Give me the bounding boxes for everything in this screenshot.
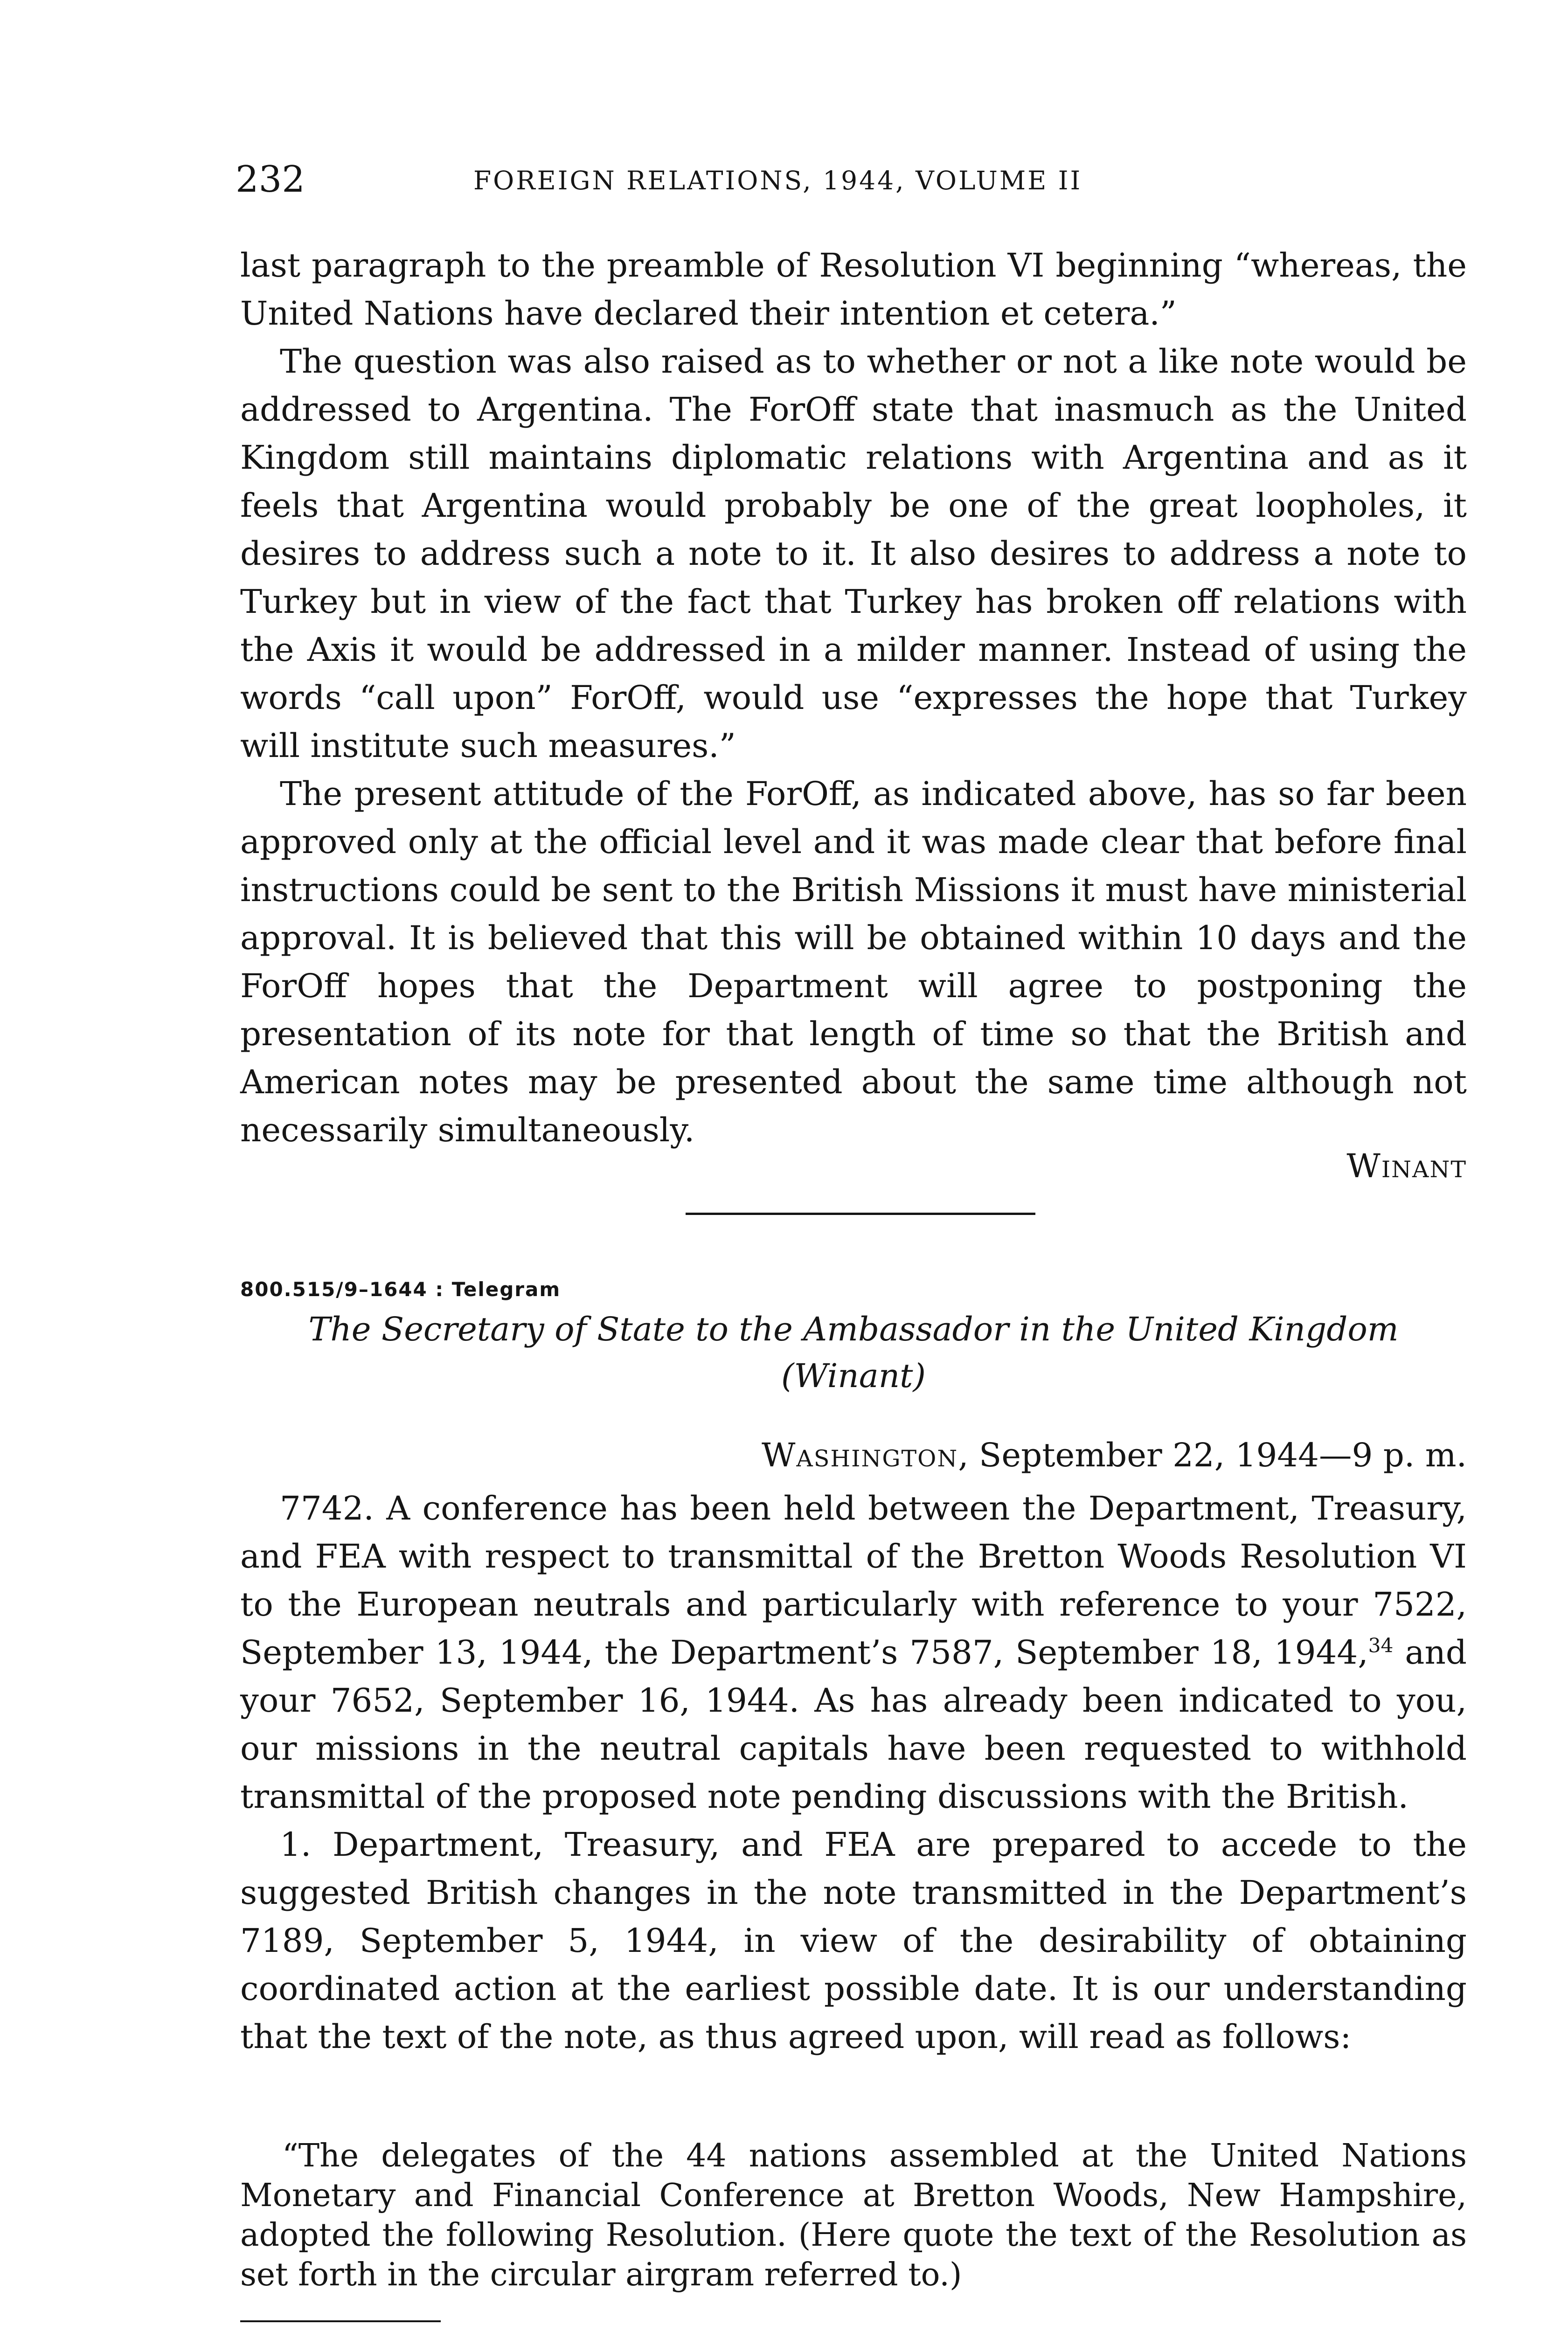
section1-text	[240, 242, 1467, 1154]
telegram-body	[240, 1485, 1467, 2061]
dateline-date: , September 22, 1944—9 p. m.	[958, 1436, 1467, 1474]
document-title-line-2: (Winant)	[781, 1357, 926, 1395]
running-head: FOREIGN RELATIONS, 1944, VOLUME II	[473, 166, 1082, 195]
telegram-paragraph-1-part-1: 7742. A conference has been held between the Department, Treasury, and FEA with respect to transmittal of the Bretton Woods Resolution VI to the European neutrals and particularly with reference to your 7522, September 13, 1944, the Department’s 7587, September 18, 1944,	[240, 1489, 1467, 1672]
signature-block	[240, 1143, 1467, 1189]
section1-paragraph-3: The present attitude of the ForOff, as indicated above, has so far been approved only at the official level and it was made clear that before final instructions could be sent to the British Missions it must have ministerial approval. It is believed that this will be obtained within 10 days and the ForOff hopes that the Department will agree to postponing the presentation of its note for that length of time so that the British and American notes may be presented about the same time although not necessarily simultaneously.	[240, 775, 1467, 1149]
dateline	[240, 1432, 1467, 1478]
quoted-note: “The delegates of the 44 nations assembled at the United Nations Monetary and Financial Conference at Bretton Woods, New Hampshire, adopted the following Resolution. (Here quote the text of the Resolution as set forth in the circular airgram referred to.)	[240, 2138, 1467, 2293]
section-divider	[686, 1213, 1035, 1215]
section1-paragraph-1: last paragraph to the preamble of Resolution VI beginning “whereas, the United Nations have declared their intention et cetera.”	[240, 246, 1467, 333]
telegram-paragraph-1-part-2: and your 7652, September 16, 1944. As has already been indicated to you, our missions in the neutral capitals have been requested to withhold transmittal of the proposed note pending discussions with the British.	[240, 1633, 1467, 1816]
telegram-paragraph-1	[240, 1485, 1467, 1821]
document-title	[240, 1306, 1467, 1399]
document-title-line-1: The Secretary of State to the Ambassador in the United Kingdom	[308, 1310, 1399, 1348]
signature: Winant	[1346, 1147, 1467, 1185]
file-reference: 800.515/9–1644 : Telegram	[240, 1278, 561, 1301]
page-number: 232	[236, 159, 305, 201]
section1-paragraph-2: The question was also raised as to whether or not a like note would be addressed to Argentina. The ForOff state that inasmuch as the United Kingdom still maintains diplomatic relations with Argentina and as it feels that Argentina would probably be one of the great loopholes, it desires to address such a note to it. It also desires to address a note to Turkey but in view of the fact that Turkey has broken off relations with the Axis it would be addressed in a milder manner. Instead of using the words “call upon” ForOff, would use “expresses the hope that Turkey will institute such measures.”	[240, 342, 1467, 765]
footnote-reference: 34	[1368, 1634, 1394, 1657]
telegram-paragraph-2: 1. Department, Treasury, and FEA are prepared to accede to the suggested British changes in the note transmitted in the Department’s 7189, September 5, 1944, in view of the desirability of obtaining coordinated action at the earliest possible date. It is our understanding that the text of the note, as thus agreed upon, will read as follows:	[240, 1825, 1467, 2056]
footnote-divider	[240, 2320, 441, 2322]
page-header	[236, 154, 1471, 215]
dateline-place: Washington	[761, 1436, 958, 1474]
